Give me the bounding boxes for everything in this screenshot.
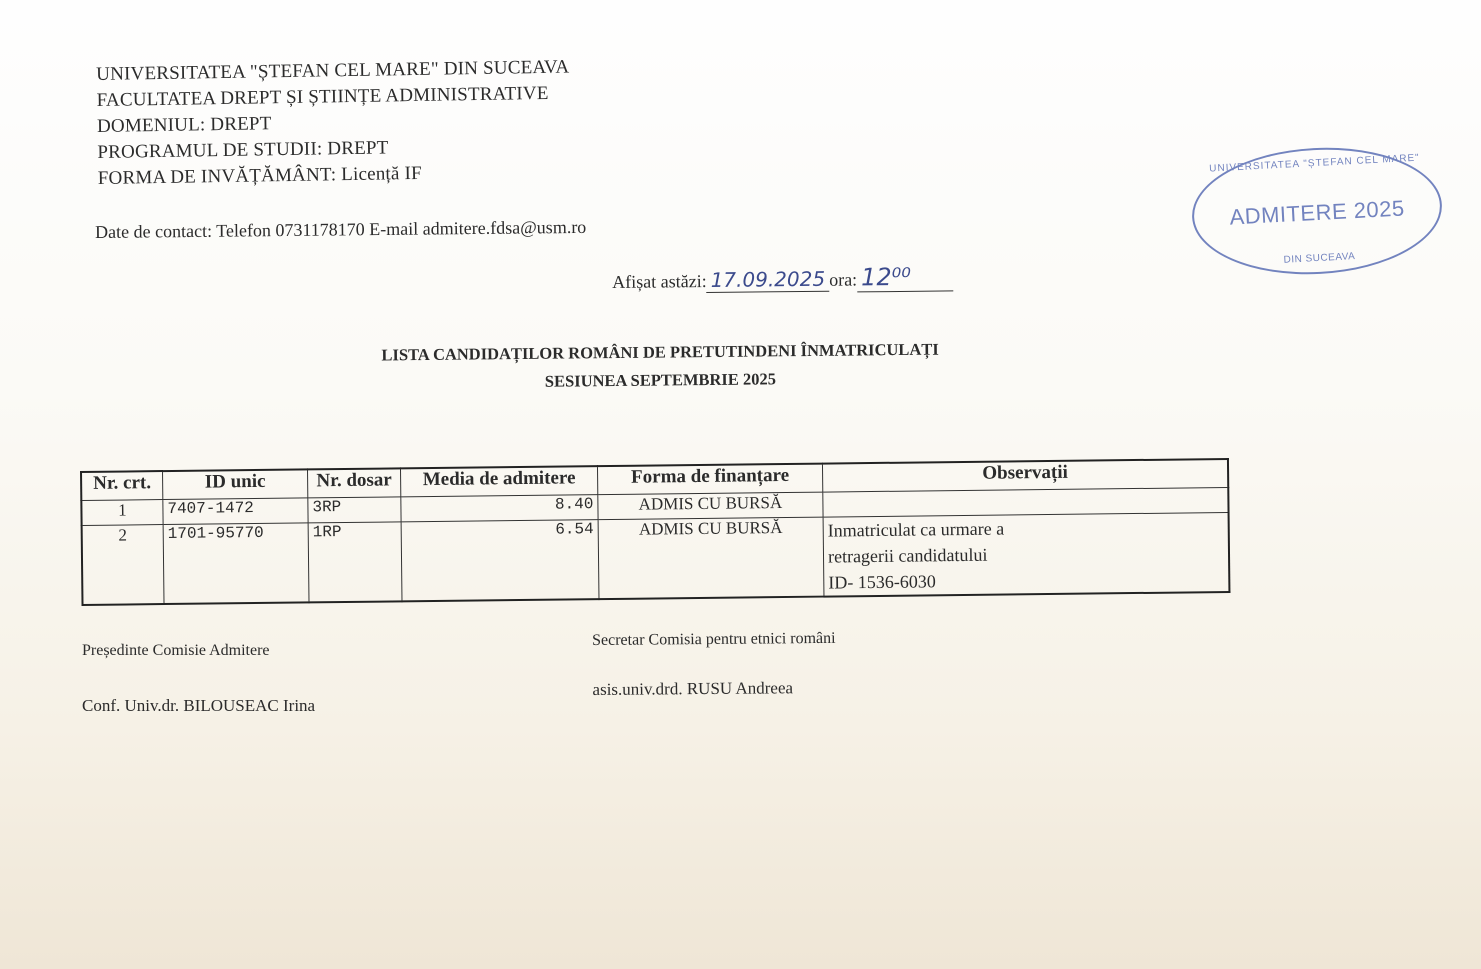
university-name: UNIVERSITATEA "ȘTEFAN CEL MARE" DIN SUCEAVA bbox=[96, 56, 570, 85]
institution-header bbox=[96, 55, 571, 192]
cell-dosar: 3RP bbox=[308, 497, 401, 523]
title-line-2: SESIUNEA SEPTEMBRIE 2025 bbox=[544, 369, 777, 391]
secretary-name: asis.univ.drd. RUSU Andreea bbox=[592, 678, 794, 699]
posted-date-handwritten: 17.09.2025 bbox=[706, 267, 829, 293]
study-domain: DOMENIUL: DREPT bbox=[96, 113, 272, 137]
candidates-table bbox=[80, 458, 1230, 606]
posted-time-handwritten: 12⁰⁰ bbox=[857, 262, 953, 292]
president-role: Președinte Comisie Admitere bbox=[82, 642, 270, 659]
table-row bbox=[82, 512, 1230, 605]
col-header-dosar: Nr. dosar bbox=[307, 468, 400, 498]
cell-forma: ADMIS CU BURSĂ bbox=[598, 517, 824, 599]
stamp-top-text: UNIVERSITATEA "ȘTEFAN CEL MARE" bbox=[1208, 152, 1421, 175]
col-header-forma: Forma de finanțare bbox=[597, 464, 822, 495]
obs-line: Inmatriculat ca urmare a bbox=[827, 518, 1005, 541]
cell-nr: 1 bbox=[81, 500, 163, 526]
col-header-media: Media de admitere bbox=[400, 466, 597, 497]
study-program: PROGRAMUL DE STUDII: DREPT bbox=[97, 137, 389, 163]
cell-obs bbox=[823, 512, 1229, 596]
stamp-bottom-text: DIN SUCEAVA bbox=[1283, 251, 1356, 266]
contact-details: Date de contact: Telefon 0731178170 E-mail admitere.fdsa@usm.ro bbox=[95, 216, 587, 242]
cell-id: 7407-1472 bbox=[163, 498, 308, 525]
col-header-obs: Observații bbox=[822, 459, 1228, 492]
president-name: Conf. Univ.dr. BILOUSEAC Irina bbox=[82, 696, 316, 715]
obs-line: retragerii candidatului bbox=[827, 544, 988, 567]
stamp-middle-text: ADMITERE 2025 bbox=[1228, 195, 1406, 230]
candidates-table-wrap bbox=[80, 458, 1230, 606]
cell-media: 8.40 bbox=[401, 495, 598, 522]
title-line-1: LISTA CANDIDAȚILOR ROMÂNI DE PRETUTINDENI ÎNMATRICULAȚI bbox=[381, 339, 939, 365]
admission-stamp bbox=[1189, 142, 1445, 281]
cell-dosar: 1RP bbox=[308, 522, 402, 603]
cell-media: 6.54 bbox=[401, 520, 599, 602]
posted-date-label: Afișat astăzi: bbox=[612, 271, 707, 292]
posted-info bbox=[612, 262, 953, 295]
document-title bbox=[330, 335, 991, 398]
posted-time-label: ora: bbox=[829, 269, 858, 290]
signature-president bbox=[82, 642, 315, 716]
secretary-role: Secretar Comisia pentru etnici români bbox=[592, 629, 836, 649]
faculty-name: FACULTATEA DREPT ȘI ȘTIINȚE ADMINISTRATIVE bbox=[96, 82, 549, 111]
cell-nr: 2 bbox=[82, 525, 164, 605]
obs-line: ID- 1536-6030 bbox=[828, 571, 936, 593]
cell-forma: ADMIS CU BURSĂ bbox=[598, 492, 823, 520]
cell-id: 1701-95770 bbox=[163, 523, 309, 604]
col-header-id: ID unic bbox=[163, 469, 308, 499]
col-header-nr: Nr. crt. bbox=[81, 471, 163, 500]
study-form: FORMA DE INVĂȚĂMÂNT: Licență IF bbox=[97, 162, 422, 189]
signature-secretary bbox=[592, 630, 836, 700]
